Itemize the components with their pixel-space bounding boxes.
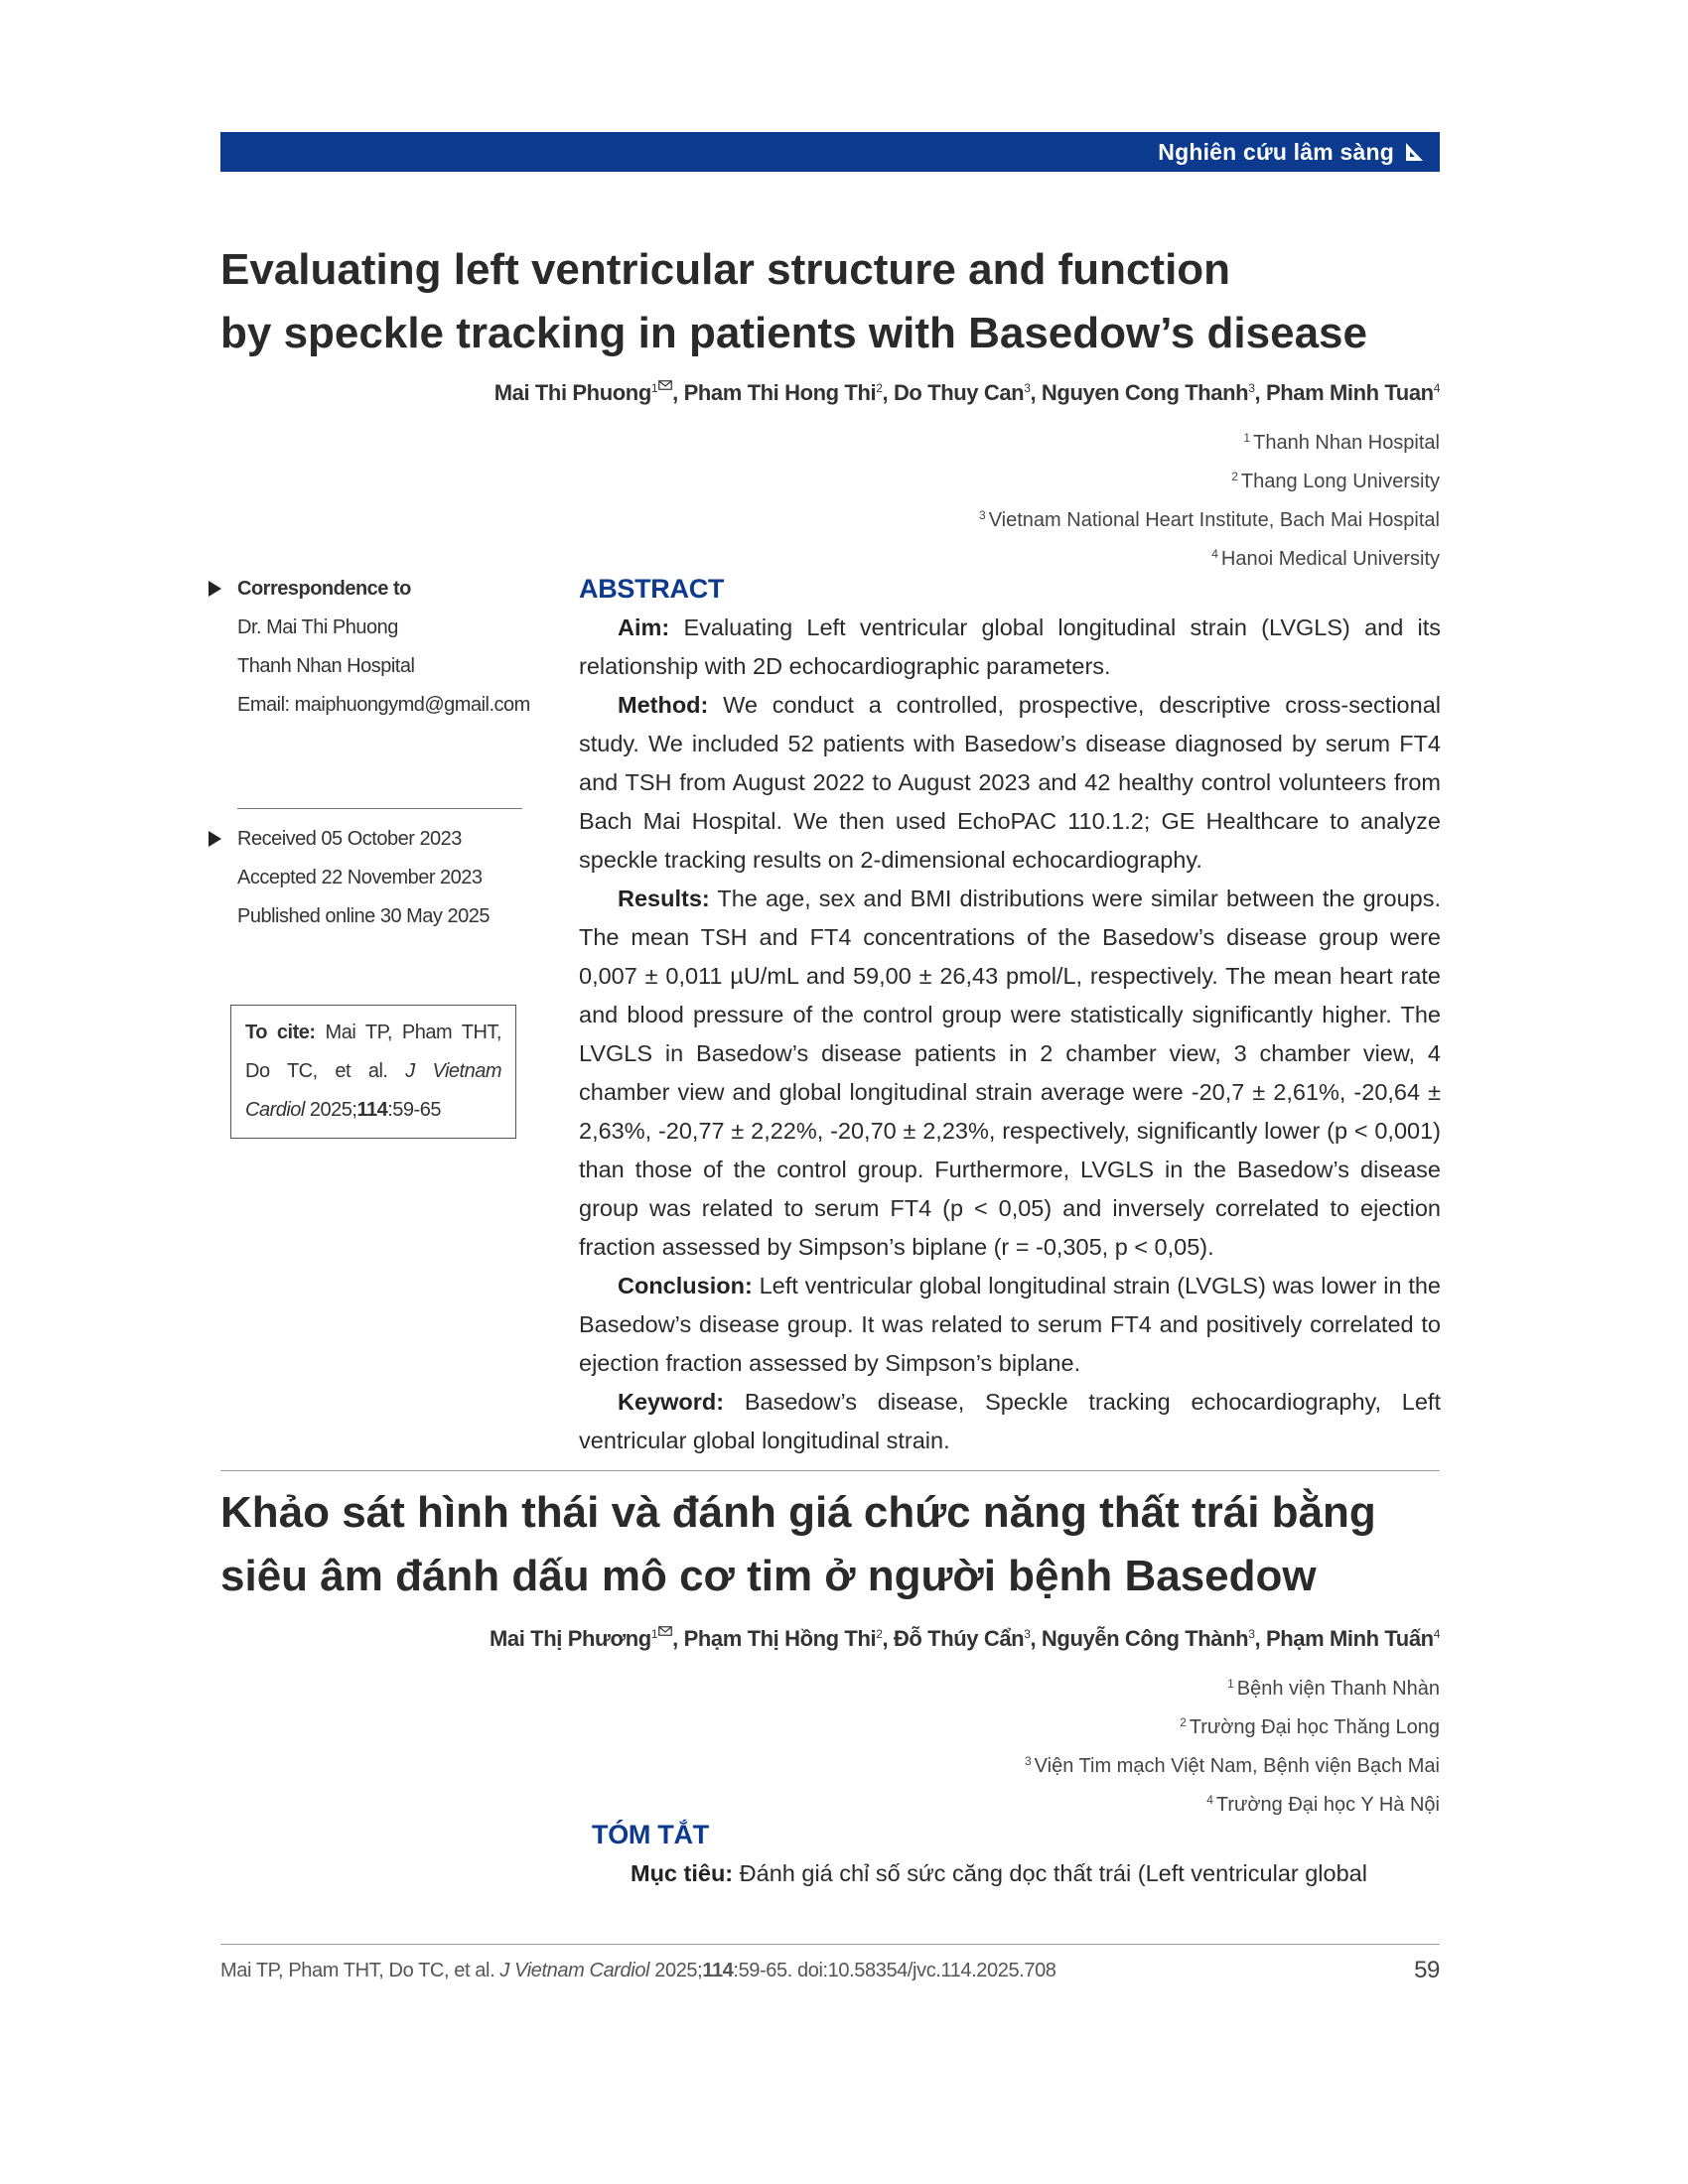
abstract-heading: ABSTRACT (579, 574, 725, 604)
section-banner (220, 132, 1440, 172)
abstract-vi (579, 1817, 1441, 1893)
affiliations-vi: $^1$ Bệnh viện Thanh Nhàn $^2$ Trường Đại học Thăng Long $^3$ Viện Tim mạch Việt Nam, Bệnh viện Bạch Mai $^4$ Trường Đại học Y Hà Nội (1024, 1677, 1440, 1816)
section-label: Nghiên cứu lâm sàng (1158, 138, 1394, 165)
article-title-vi: Khảo sát hình thái và đánh giá chức năng thất trái bằng siêu âm đánh dấu mô cơ tim ở người bệnh Basedow (220, 1488, 1376, 1600)
abstract-en (579, 571, 1441, 1460)
correspondence-email[interactable]: Email: maiphuongymd@gmail.com (237, 694, 530, 716)
abstract-results: Results: The age, sex and BMI distributions were similar between the groups. The mean TSH and FT4 concentrations of the Basedow’s disease group were 0,007 ± 0,011 µU/mL and 59,00 ± 26,43 pmol/L, respectively. The mean heart rate and blood pressure of the control group were statistically significantly higher. The LVGLS in Basedow’s disease patients in 2 chamber view, 3 chamber view, 4 chamber view and global longitudinal strain average were -20,7 ± 2,61%, -20,64 ± 2,63%, -20,77 ± 2,22%, -20,70 ± 2,23%, respectively, significantly lower (p < 0,001) than those of the control group. Furthermore, LVGLS in the Basedow’s disease group was related to serum FT4 (p < 0,05) and inversely correlated to ejection fraction assessed by Simpson’s biplane (r = -0,305, p < 0,05). (579, 886, 1441, 1260)
author-list-en: Mai Thi Phuong$^1$ , Pham Thi Hong Thi$^2$, Do Thuy Can$^3$, Nguyen Cong Thanh$^3$, Pham Minh Tuan$^4$ (493, 380, 1440, 405)
section-divider (220, 1470, 1440, 1471)
correspondence-block: Correspondence to Dr. Mai Thi Phuong Thanh Nhan Hospital Email: maiphuongymd@gmail.com (207, 570, 530, 725)
page-footer (220, 1956, 1440, 1985)
article-sidebar (207, 570, 530, 1146)
author-list-vi: Mai Thị Phương$^1$ , Phạm Thị Hồng Thi$^2$, Đỗ Thúy Cẩn$^3$, Nguyễn Công Thành$^3$, Phạm Minh Tuấn$^4$ (490, 1626, 1440, 1651)
footer-citation: Mai TP, Pham THT, Do TC, et al. J Vietnam Cardiol 2025;114:59-65. doi:10.58354/jvc.114.2025.708 (220, 1960, 1056, 1981)
abstract-aim: Aim: Evaluating Left ventricular global longitudinal strain (LVGLS) and its relationship with 2D echocardiographic parameters. (579, 614, 1441, 679)
abstract-aim-vi: Mục tiêu: Đánh giá chỉ số sức căng dọc thất trái (Left ventricular global (631, 1860, 1367, 1886)
abstract-conclusion: Conclusion: Left ventricular global longitudinal strain (LVGLS) was lower in the Basedow’s disease group. It was related to serum FT4 and positively correlated to ejection fraction assessed by Simpson’s biplane. (579, 1273, 1441, 1376)
dates-block: Received 05 October 2023 Accepted 22 November 2023 Published online 30 May 2025 (207, 820, 490, 936)
envelope-icon (658, 1626, 672, 1636)
bullet-triangle-icon (209, 831, 221, 847)
abstract-heading-vi: TÓM TẮT (592, 1820, 709, 1849)
article-title-en: Evaluating left ventricular structure and function by speckle tracking in patients with Basedow’s disease (220, 245, 1367, 357)
affiliations-en: $^1$ Thanh Nhan Hospital $^2$ Thang Long University $^3$ Vietnam National Heart Institute, Bach Mai Hospital $^4$ Hanoi Medical University (979, 431, 1440, 570)
envelope-icon (658, 380, 672, 390)
sidebar-divider (237, 808, 522, 809)
abstract-method: Method: We conduct a controlled, prospective, descriptive cross-sectional study. We included 52 patients with Basedow’s disease diagnosed by serum FT4 and TSH from August 2022 to August 2023 and 42 healthy control volunteers from Bach Mai Hospital. We then used EchoPAC 110.1.2; GE Healthcare to analyze speckle tracking results on 2-dimensional echocardiography. (579, 692, 1441, 873)
citation-box: To cite: Mai TP, Pham THT, Do TC, et al. J Vietnam Cardiol 2025;114:59-65 (230, 1005, 516, 1139)
footer-divider (220, 1944, 1440, 1945)
bullet-triangle-icon (209, 581, 221, 597)
page-number: 59 (1414, 1957, 1440, 1983)
corner-triangle-icon (1404, 142, 1424, 162)
abstract-keywords: Keyword: Basedow’s disease, Speckle tracking echocardiography, Left ventricular global longitudinal strain. (579, 1389, 1441, 1453)
